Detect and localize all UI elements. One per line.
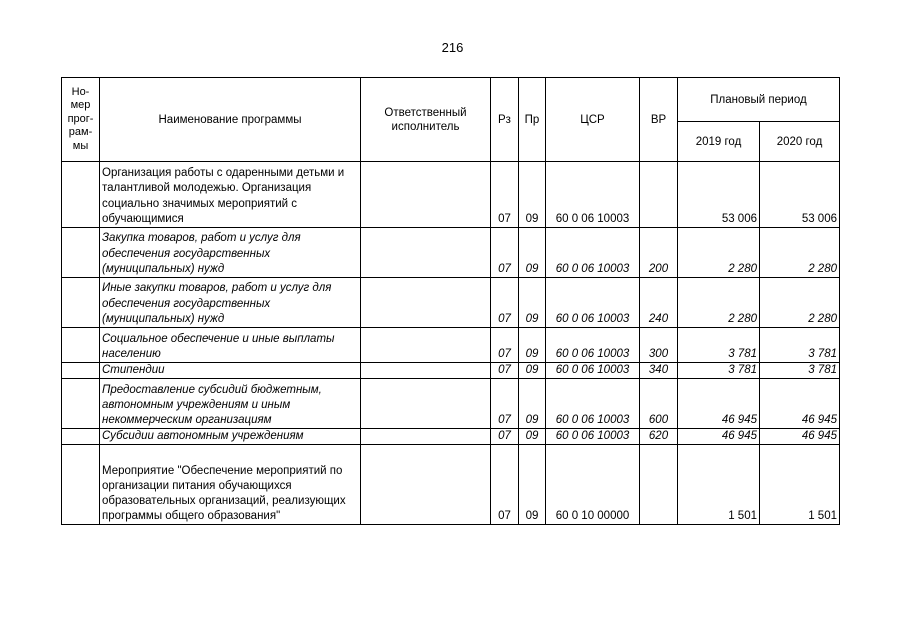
value-2020-cell: 1 501 [760,445,840,525]
value-2020-cell: 46 945 [760,429,840,445]
table-row [62,328,840,363]
table-row [62,228,840,278]
value-2019-cell: 3 781 [678,328,760,363]
header-executor-text: Ответственный исполнитель [384,106,467,133]
table-row [62,363,840,379]
value-2020-cell: 53 006 [760,162,840,228]
num-cell [62,162,100,228]
vr-cell [640,445,678,525]
header-year-2020: 2020 год [760,122,840,162]
rz-cell: 07 [491,328,519,363]
pr-cell: 09 [519,379,546,429]
pr-cell: 09 [519,445,546,525]
vr-cell: 240 [640,278,678,328]
csr-cell: 60 0 06 10003 [546,429,640,445]
vr-cell: 600 [640,379,678,429]
rz-cell: 07 [491,228,519,278]
header-rz: Рз [491,78,519,162]
vr-cell: 300 [640,328,678,363]
pr-cell: 09 [519,328,546,363]
pr-cell: 09 [519,228,546,278]
num-cell [62,445,100,525]
table-body [62,162,840,525]
executor-cell [361,278,491,328]
header-program-name: Наименование программы [100,78,361,162]
rz-cell: 07 [491,363,519,379]
num-cell [62,278,100,328]
budget-program-table [61,77,840,525]
vr-cell: 340 [640,363,678,379]
csr-cell: 60 0 06 10003 [546,278,640,328]
csr-cell: 60 0 10 00000 [546,445,640,525]
program-name-cell: Иные закупки товаров, работ и услуг для обеспечения государственных (муниципальных) нужд [100,278,361,328]
executor-cell [361,379,491,429]
value-2020-cell: 46 945 [760,379,840,429]
table-row [62,278,840,328]
pr-cell: 09 [519,363,546,379]
value-2019-cell: 1 501 [678,445,760,525]
num-cell [62,429,100,445]
program-name-cell: Организация работы с одаренными детьми и талантливой молодежью. Организация социально значимых мероприятий с обучающимися [100,162,361,228]
program-name-cell: Стипендии [100,363,361,379]
header-year-2019: 2019 год [678,122,760,162]
program-name-cell: Закупка товаров, работ и услуг для обеспечения государственных (муниципальных) нужд [100,228,361,278]
program-name-cell: Социальное обеспечение и иные выплаты населению [100,328,361,363]
page-number: 216 [441,40,464,55]
executor-cell [361,228,491,278]
csr-cell: 60 0 06 10003 [546,363,640,379]
table-row [62,162,840,228]
vr-cell: 200 [640,228,678,278]
executor-cell [361,429,491,445]
num-cell [62,379,100,429]
header-pr: Пр [519,78,546,162]
value-2020-cell: 3 781 [760,363,840,379]
header-program-number-text: Но- мер прог- рам- мы [67,85,94,152]
header-executor [361,78,491,162]
header-csr: ЦСР [546,78,640,162]
rz-cell: 07 [491,379,519,429]
program-name-cell: Предоставление субсидий бюджетным, автономным учреждениям и иным некоммерческим организациям [100,379,361,429]
value-2019-cell: 3 781 [678,363,760,379]
num-cell [62,363,100,379]
table-row [62,429,840,445]
vr-cell [640,162,678,228]
executor-cell [361,445,491,525]
executor-cell [361,363,491,379]
num-cell [62,228,100,278]
rz-cell: 07 [491,445,519,525]
value-2019-cell: 2 280 [678,228,760,278]
csr-cell: 60 0 06 10003 [546,162,640,228]
executor-cell [361,328,491,363]
csr-cell: 60 0 06 10003 [546,379,640,429]
executor-cell [361,162,491,228]
rz-cell: 07 [491,278,519,328]
value-2019-cell: 2 280 [678,278,760,328]
value-2020-cell: 2 280 [760,228,840,278]
header-program-number [62,78,100,162]
table-row [62,379,840,429]
header-vr: ВР [640,78,678,162]
value-2020-cell: 3 781 [760,328,840,363]
rz-cell: 07 [491,162,519,228]
csr-cell: 60 0 06 10003 [546,228,640,278]
num-cell [62,328,100,363]
header-plan-period: Плановый период [678,78,840,122]
program-name-cell: Субсидии автономным учреждениям [100,429,361,445]
value-2019-cell: 53 006 [678,162,760,228]
pr-cell: 09 [519,278,546,328]
table-row [62,445,840,525]
value-2019-cell: 46 945 [678,379,760,429]
value-2019-cell: 46 945 [678,429,760,445]
value-2020-cell: 2 280 [760,278,840,328]
rz-cell: 07 [491,429,519,445]
vr-cell: 620 [640,429,678,445]
pr-cell: 09 [519,429,546,445]
program-name-cell: Мероприятие "Обеспечение мероприятий по организации питания обучающихся образовательных организаций, реализующих программы общего образования" [100,445,361,525]
csr-cell: 60 0 06 10003 [546,328,640,363]
pr-cell: 09 [519,162,546,228]
